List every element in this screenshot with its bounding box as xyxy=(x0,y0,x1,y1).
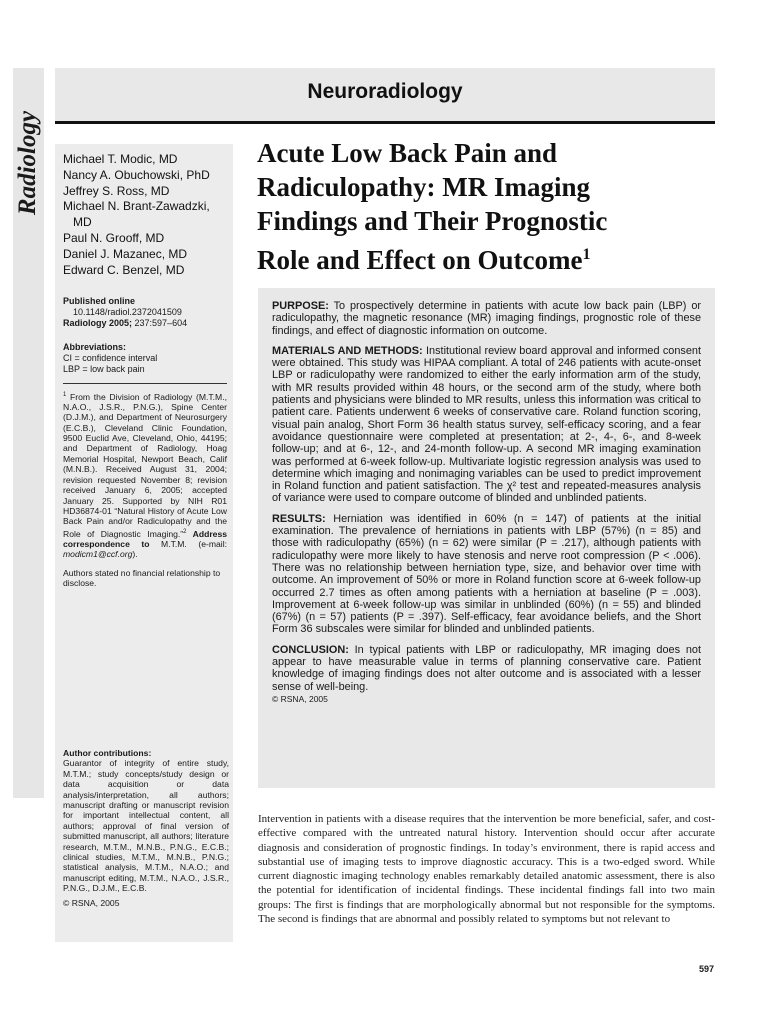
author: Paul N. Grooff, MD xyxy=(63,230,165,245)
doi: 10.1148/radiol.2372041509 xyxy=(73,307,182,318)
abbreviations-heading: Abbreviations: xyxy=(63,342,127,353)
title-line: Findings and Their Prognostic xyxy=(257,206,608,236)
abstract-purpose xyxy=(272,300,701,337)
author: Daniel J. Mazanec, MD xyxy=(63,246,188,261)
author-contributions xyxy=(63,748,229,908)
abstract-box xyxy=(258,288,715,788)
footnote-marker: 1 xyxy=(63,391,67,398)
citation xyxy=(63,318,227,329)
address-text: M.T.M. (e-mail: xyxy=(149,539,227,549)
abstract-methods xyxy=(272,345,701,505)
title-footnote: 1 xyxy=(582,246,591,263)
title-line-text: Role and Effect on Outcome xyxy=(257,245,583,275)
results-text: Herniation was identified in 60% (n = 147) of patients at the initial examination. The prevalence of herniations in patients with LBP (57%) (n = 85) and those with radiculopathy (65%) (n = 62) were similar (P = .217), although patients with radiculopathy were more likely to have stenosis and nerve root compression (P < .006). There was no relationship between herniation type, size, and behavior over time with outcome. An improvement of 50% or more in Roland function score at 6-week follow-up occurred 2.7 times as often among patients with a herniation at baseline (P = .003). Improvement at 6-week follow-up was similar in unblinded (60%) (n = 55) and blinded (67%) (n = 57) patients (P = .397). Self-efficacy, fear avoidance beliefs, and the Short Form 36 subscales were similar for blinded and unblinded patients. xyxy=(272,512,701,636)
purpose-label: PURPOSE: xyxy=(272,300,329,312)
author: MD xyxy=(73,215,92,230)
title-line xyxy=(257,238,717,277)
author: Michael T. Modic, MD xyxy=(63,152,178,166)
body-paragraph: Intervention in patients with a disease requires that the intervention be more beneficial, safer, and cost-effective compared with the untreated natural history. Intervention should occur after accurate diagnosis and consideration of prognostic findings. In today’s environment, there is rapid access and substantial use of imaging tests to improve diagnostic accuracy. This is a two-edged sword. While current diagnostic imaging technology enables remarkably detailed anatomic assessment, there is also the potential for identification of incidental findings. These incidental findings fall into two main groups: The first is findings that are morphologically abnormal but not responsible for the symptoms. The second is findings that are abnormal and possibly related to symptoms but not relevant to xyxy=(258,813,715,926)
sidebar xyxy=(55,144,233,942)
abstract-content xyxy=(272,300,701,705)
methods-label: MATERIALS AND METHODS: xyxy=(272,344,423,357)
divider xyxy=(63,383,227,384)
abstract-results xyxy=(272,513,701,636)
copyright: © RSNA, 2005 xyxy=(63,897,120,908)
financial-disclosure: Authors stated no financial relationship to disclose. xyxy=(63,567,221,589)
publication-info xyxy=(63,296,227,328)
conclusion-text: In typical patients with LBP or radiculopathy, MR imaging does not appear to have measurable value in terms of planning conservative care. Patient knowledge of imaging findings does not alter outcome and is associated with a lesser sense of well-being. xyxy=(272,643,701,693)
citation-pages: 237:597–604 xyxy=(132,317,188,328)
email-link[interactable]: modicm1@ccf.org xyxy=(63,549,133,560)
journal-name: Radiology xyxy=(14,110,41,216)
journal-strip xyxy=(13,68,44,798)
section-title: Neuroradiology xyxy=(307,80,463,103)
footnote-marker: 2 xyxy=(183,528,187,535)
affiliation-text: From the Division of Radiology (M.T.M., N.A.O., J.S.R., P.N.G.), Spine Center (D.J.M.), and Department of Neurosurgery (E.C.B.), Cleveland Clinic Foundation, 9500 Euclid Ave, Cleveland, Ohio, 44195; and Department of Radiology, Hoag Memorial Hospital, Newport Beach, Calif (M.N.B.). Received August 31, 2004; revision requested November 8; revision received January 6, 2005; accepted January 25. Supported by NIH R01 HD36874-01 “Natural History of Acute Low Back Pain and/or Radiculopathy and the Role of Diagnostic Imaging.” xyxy=(63,391,227,539)
abbreviations xyxy=(63,342,227,374)
section-header xyxy=(55,68,715,124)
address-label: Address correspondence to xyxy=(63,528,227,549)
abstract-copyright: © RSNA, 2005 xyxy=(272,693,328,704)
title-line: Acute Low Back Pain and xyxy=(257,138,558,168)
page-number: 597 xyxy=(698,964,714,974)
sidebar-content xyxy=(63,152,227,589)
conclusion-label: CONCLUSION: xyxy=(272,643,349,656)
author: Edward C. Benzel, MD xyxy=(63,262,185,277)
published-online-heading: Published online xyxy=(63,296,136,307)
author: Nancy A. Obuchowski, PhD xyxy=(63,167,210,182)
title-line: Radiculopathy: MR Imaging xyxy=(257,172,591,202)
abstract-conclusion xyxy=(272,644,701,693)
affiliation-footnote xyxy=(63,390,227,560)
contributions-heading: Author contributions: xyxy=(63,748,152,758)
author: Jeffrey S. Ross, MD xyxy=(63,183,170,198)
citation-journal: Radiology 2005; xyxy=(63,317,133,328)
purpose-text: To prospectively determine in patients with acute low back pain (LBP) or radiculopathy, the magnetic resonance (MR) imaging findings, prognostic role of these findings, and effect of diagnostic information on outcome. xyxy=(272,300,701,337)
abbreviation-item: CI = confidence interval xyxy=(63,353,158,364)
abbreviation-item: LBP = low back pain xyxy=(63,363,145,374)
author: Michael N. Brant-Zawadzki, xyxy=(63,199,210,214)
results-label: RESULTS: xyxy=(272,512,326,525)
author-list xyxy=(63,152,227,278)
article-title xyxy=(257,136,717,277)
methods-text: Institutional review board approval and informed consent were obtained. This study was HIPAA compliant. A total of 246 patients with acute-onset LBP or radiculopathy were randomized to either the early information arm of the study, with MR results provided within 48 hours, or the second arm of the study, where both patients and physicians were blinded to MR results, unless this information was critical to patient care. Patients underwent 6 weeks of conservative care. Roland function scoring, visual pain analog, Short Form 36 health status survey, self-efficacy scoring, and a fear avoidance questionnaire were completed at presentation; at 2-, 4-, 6-, and 8-week follow-up; and at 6-, 12-, and 24-month follow-up. A second MR imaging examination was performed at 6-week follow-up. Multivariate logistic regression analysis was used to determine which imaging and nonimaging variables can be used to predict improvement in Roland function and patient satisfaction. The χ² test and repeated-measures analysis of variance were used to compare outcome of blinded and unblinded patients. xyxy=(272,344,701,505)
contributions-text: Guarantor of integrity of entire study, M.T.M.; study concepts/study design or data acquisition or data analysis/interpretation, all authors; manuscript drafting or manuscript revision for important intellectual content, all authors; approval of final version of submitted manuscript, all authors; literature research, M.T.M., M.N.B., P.N.G., E.C.B.; clinical studies, M.T.M., M.N.B., P.N.G.; statistical analysis, M.T.M., N.A.O.; and manuscript editing, M.T.M., N.A.O., J.S.R., P.N.G., D.J.M., E.C.B. xyxy=(63,758,229,894)
address-end: ). xyxy=(132,549,138,560)
